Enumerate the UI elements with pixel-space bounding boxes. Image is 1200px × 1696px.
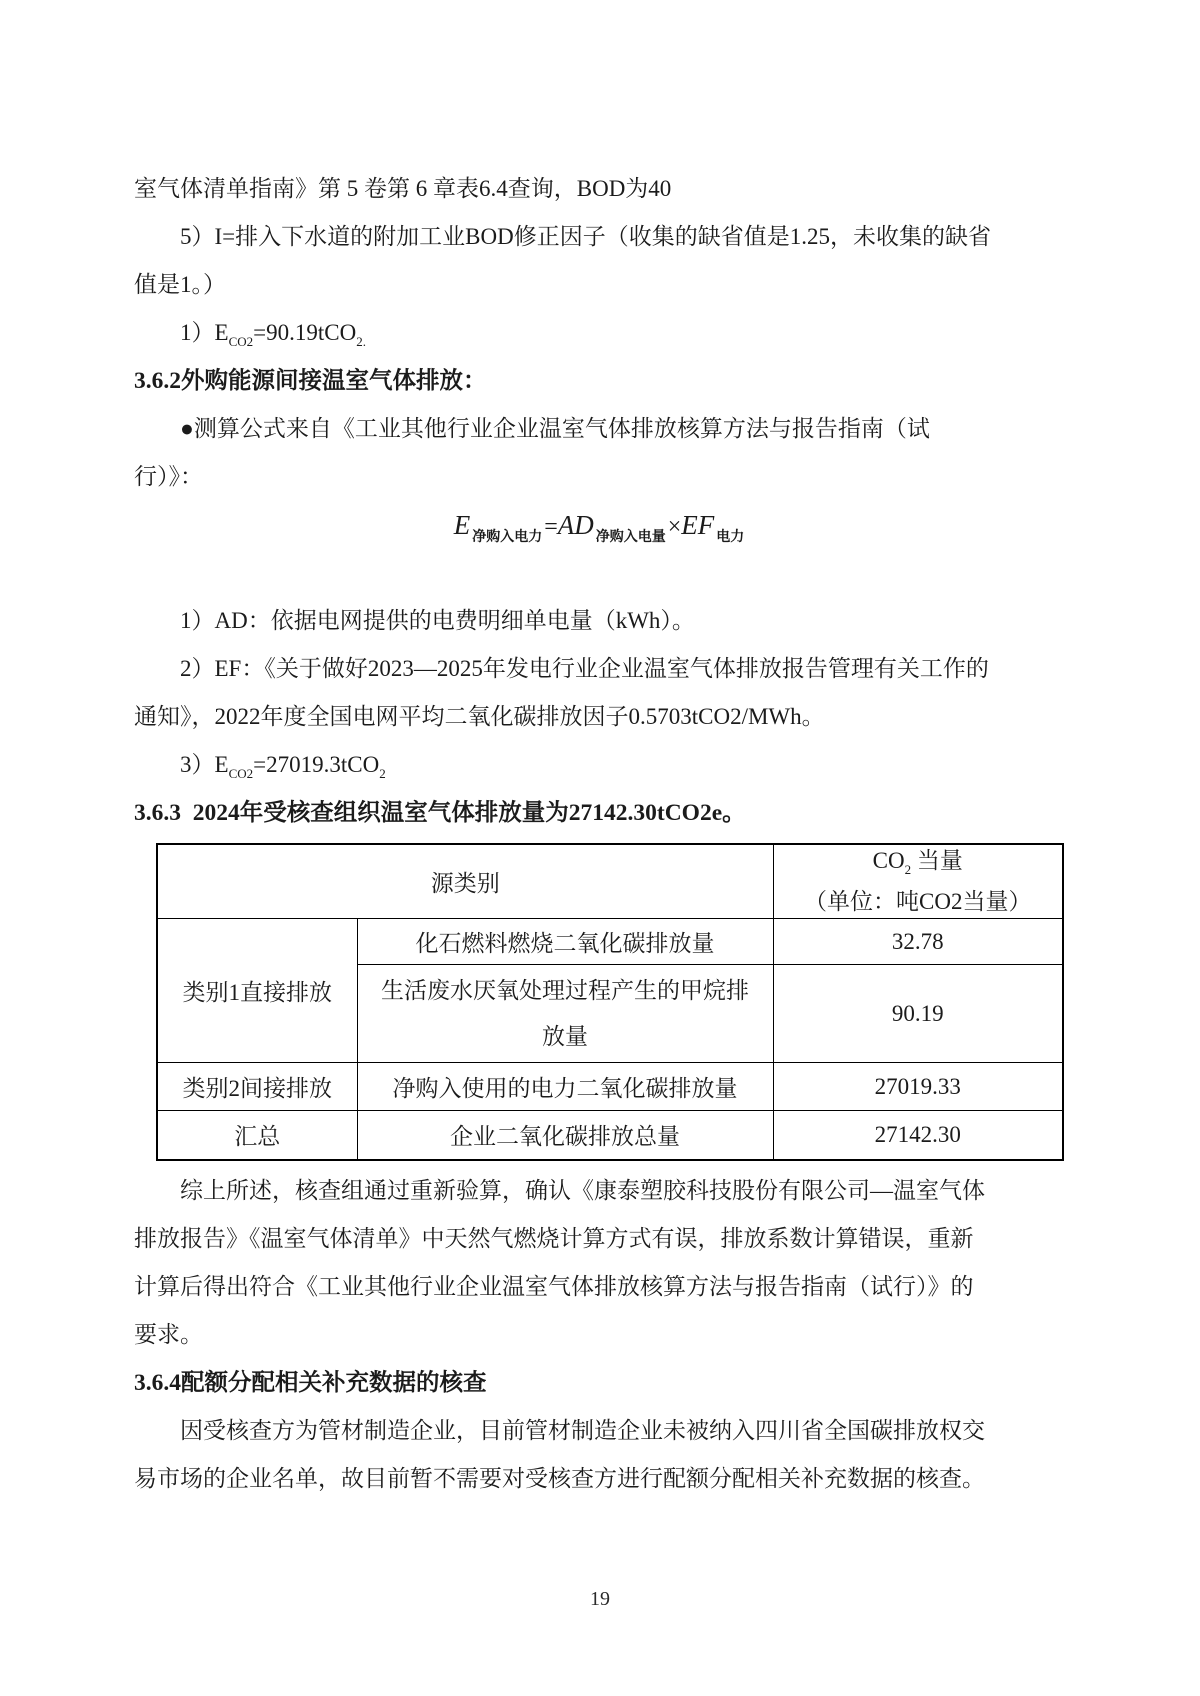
source-cell: 生活废水厌氧处理过程产生的甲烷排放量 xyxy=(357,965,773,1063)
formula-var-ef: EF xyxy=(681,510,715,540)
category-cell-indirect: 类别2间接排放 xyxy=(157,1063,357,1111)
source-cell: 化石燃料燃烧二氧化碳排放量 xyxy=(357,919,773,965)
quota-paragraph-line: 因受核查方为管材制造企业，目前管材制造企业未被纳入四川省全国碳排放权交 xyxy=(180,1417,985,1443)
eco2-prefix: 3）E xyxy=(180,752,229,777)
category-cell-direct: 类别1直接排放 xyxy=(157,919,357,1063)
net-purchased-electricity-formula xyxy=(134,501,1066,549)
eco2-subscript: CO2 xyxy=(228,334,254,349)
formula-sub-electricity: 电力 xyxy=(716,530,745,545)
formula-var-e: E xyxy=(453,510,471,540)
emissions-summary-table xyxy=(156,843,1064,1161)
ef-definition-line: 通知》，2022年度全国电网平均二氧化碳排放因子0.5703tCO2/MWh。 xyxy=(134,704,825,729)
page-number: 19 xyxy=(590,1588,610,1610)
formula-sub-net-purchased-power: 净购入电力 xyxy=(472,530,543,545)
table-header-source: 源类别 xyxy=(157,844,773,919)
summary-paragraph-line: 要求。 xyxy=(134,1321,203,1347)
paragraph-line: 5）I=排入下水道的附加工业BOD修正因子（收集的缺省值是1.25，未收集的缺省 xyxy=(180,224,991,249)
quota-paragraph-line: 易市场的企业名单，故目前暂不需要对受核查方进行配额分配相关补充数据的核查。 xyxy=(134,1465,985,1491)
eco2-value: =90.19tCO xyxy=(253,320,357,345)
ad-definition-line: 1）AD：依据电网提供的电费明细单电量（kWh）。 xyxy=(180,608,695,633)
co2-equivalent-label: $CO_2$ 当量 xyxy=(872,848,963,877)
eco2-unit-subscript: 2. xyxy=(356,334,366,349)
equals-sign: = xyxy=(544,514,558,540)
formula-sub-net-purchased-amount: 净购入电量 xyxy=(595,530,666,545)
source-cell: 净购入使用的电力二氧化碳排放量 xyxy=(357,1063,773,1111)
section-heading-3-6-4: 3.6.4配额分配相关补充数据的核查 xyxy=(134,1369,487,1396)
paragraph-line: 值是1。） xyxy=(134,272,226,297)
eco2-result-90-line xyxy=(134,309,1066,357)
co2-subscript: 2 xyxy=(904,862,912,877)
paragraph-line: 室气体清单指南》第 5 卷第 6 章表6.4查询，BOD为40 xyxy=(134,176,672,201)
summary-paragraph-line: 计算后得出符合《工业其他行业企业温室气体排放核算方法与报告指南（试行）》的 xyxy=(134,1273,974,1299)
co2-unit-label: （单位：吨CO2当量） xyxy=(804,889,1032,914)
source-cell: 企业二氧化碳排放总量 xyxy=(357,1111,773,1160)
eco2-result-27019-line xyxy=(134,741,1066,789)
eco2-value: =27019.3tCO xyxy=(253,752,380,777)
value-cell: 32.78 xyxy=(773,919,1063,965)
formula-var-ad: AD xyxy=(557,510,594,540)
table-row xyxy=(157,919,1063,965)
bullet-paragraph-line: ●测算公式来自《工业其他行业企业温室气体排放核算方法与报告指南（试 xyxy=(180,416,930,441)
value-cell: 27142.30 xyxy=(773,1111,1063,1160)
value-cell: 27019.33 xyxy=(773,1063,1063,1111)
eco2-subscript: CO2 xyxy=(228,766,254,781)
bullet-paragraph-line: 行）》： xyxy=(134,464,203,489)
category-cell-total: 汇总 xyxy=(157,1111,357,1160)
section-heading-3-6-2: 3.6.2外购能源间接温室气体排放： xyxy=(134,368,487,394)
value-cell: 90.19 xyxy=(773,965,1063,1063)
ef-definition-line: 2）EF：《关于做好2023—2025年发电行业企业温室气体排放报告管理有关工作的 xyxy=(180,656,989,681)
section-heading-3-6-3: 3.6.3 2024年受核查组织温室气体排放量为27142.30tCO2e。 xyxy=(134,800,746,826)
table-row xyxy=(157,1111,1063,1160)
table-row xyxy=(157,1063,1063,1111)
multiply-sign: × xyxy=(667,514,682,540)
eco2-prefix: 1）E xyxy=(180,320,229,345)
summary-paragraph-line: 排放报告》《温室气体清单》中天然气燃烧计算方式有误，排放系数计算错误，重新 xyxy=(134,1225,974,1251)
summary-paragraph-line: 综上所述，核查组通过重新验算，确认《康泰塑胶科技股份有限公司—温室气体 xyxy=(180,1177,985,1203)
table-header-row xyxy=(157,844,1063,919)
blank-line xyxy=(134,549,1066,597)
table-header-co2 xyxy=(773,844,1063,919)
eco2-unit-subscript: 2 xyxy=(379,766,386,781)
